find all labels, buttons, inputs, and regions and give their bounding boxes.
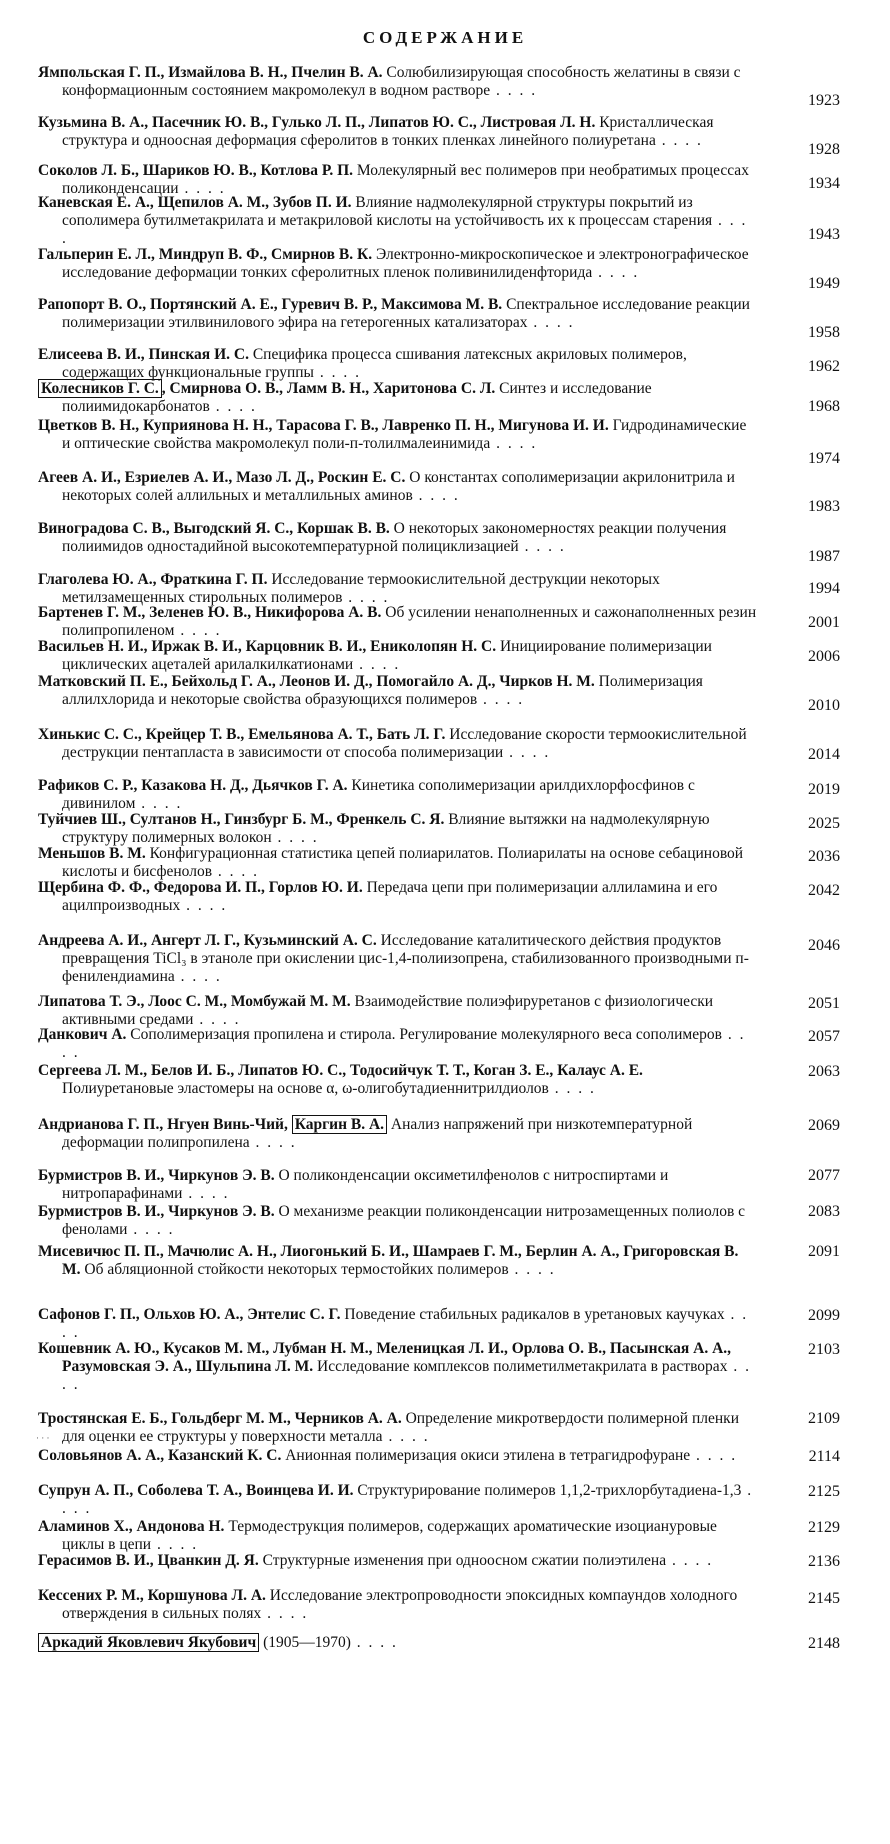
leader-dots: . . . . [212, 863, 260, 880]
toc-entry [38, 469, 757, 505]
leader-dots: . . . . [182, 1185, 230, 1202]
toc-entry [38, 673, 757, 709]
entry-title: Исследование электропроводности эпоксидных компаундов холодного отверждения в сильных полях [62, 1587, 738, 1622]
entry-page-number: 2129 [808, 1519, 840, 1536]
leader-dots: . . . . [249, 1134, 297, 1151]
entry-title: Полиуретановые эластомеры на основе α, ω-олигобутадиеннитрилдиолов [62, 1080, 549, 1097]
entry-page-number: 1987 [808, 548, 840, 565]
entry-page-number: 2014 [808, 746, 840, 763]
entry-authors: Елисеева В. И., Пинская И. С. [38, 346, 249, 363]
entry-authors: Васильев Н. И., Иржак В. И., Карцовник В. И., Ениколопян Н. С. [38, 638, 497, 655]
entry-page-number: 1949 [808, 275, 840, 292]
entry-title: Синтез и исследование полиимидокарбонатов [62, 380, 652, 415]
entry-authors: Сергеева Л. М., Белов И. Б., Липатов Ю. С., Тодосийчук Т. Т., Коган З. Е., Калаус А. Е. [38, 1062, 643, 1079]
entry-title: Поведение стабильных радикалов в уретановых каучуках [340, 1306, 725, 1323]
entry-page-number: 2099 [808, 1307, 840, 1324]
entry-title: О некоторых закономерностях реакции получения полиимидов одностадийной высокотемпературной полициклизацией [62, 520, 727, 555]
leader-dots: . . . . [135, 795, 183, 812]
entry-title: Структурные изменения при одноосном сжатии полиэтилена [258, 1552, 667, 1569]
entry-page-number: 2125 [808, 1483, 840, 1500]
entry-page-number: 1962 [808, 358, 840, 375]
entry-authors: Агеев А. И., Езриелев А. И., Мазо Л. Д., Роскин Е. С. [38, 469, 406, 486]
entry-page-number: 1974 [808, 450, 840, 467]
page-title: СОДЕРЖАНИЕ [362, 28, 528, 47]
leader-dots: . . . . [62, 1026, 746, 1061]
entry-page-number: 1928 [808, 141, 840, 158]
entry-authors: Андреева А. И., Ангерт Л. Г., Кузьминский А. С. [38, 932, 377, 949]
entry-title: Сополимеризация пропилена и стирола. Регулирование молекулярного веса сополимеров [126, 1026, 722, 1043]
entry-title: Анионная полимеризация окиси этилена в тетрагидрофуране [281, 1447, 691, 1464]
entry-boxed-author: Колесников Г. С. [38, 379, 162, 398]
entry-authors: Аламинов Х., Андонова Н. [38, 1518, 225, 1535]
entry-boxed-author: Каргин В. А. [292, 1115, 387, 1134]
entry-page-number: 1934 [808, 175, 840, 192]
toc-entry [38, 1482, 757, 1518]
toc-entry [38, 571, 757, 607]
toc-entry [38, 1062, 757, 1098]
entry-title: Структурирование полимеров 1,1,2-трихлорбутадиена-1,3 [353, 1482, 742, 1499]
leader-dots: . . . . [690, 1447, 738, 1464]
entry-authors: Данкович А. [38, 1026, 127, 1043]
leader-dots: . . . . [477, 691, 525, 708]
entry-page-number: 2025 [808, 815, 840, 832]
entry-title: Об усилении ненаполненных и сажонаполненных резин полипропиленом [62, 604, 757, 639]
leader-dots: . . . . [382, 1428, 430, 1445]
entry-page-number: 2091 [808, 1243, 840, 1260]
leader-dots: . . . . [527, 314, 575, 331]
leader-dots: . . . . [666, 1552, 714, 1569]
entry-title: Инициирование полимеризации циклических ацеталей арилалкилкатионами [62, 638, 712, 673]
toc-entry [38, 845, 757, 881]
leader-dots: . . . . [62, 1358, 751, 1393]
leader-dots: . . . . [261, 1605, 309, 1622]
entry-authors: Соловьянов А. А., Казанский К. С. [38, 1447, 282, 1464]
toc-entry [38, 811, 757, 847]
entry-authors: Бурмистров В. И., Чиркунов Э. В. [38, 1167, 275, 1184]
entry-page-number: 1943 [808, 226, 840, 243]
entry-page-number: 2114 [808, 1448, 840, 1465]
toc-entry [38, 417, 757, 453]
toc-entry [38, 1340, 757, 1394]
entry-title: О поликонденсации оксиметилфенолов с нитроспиртами и нитропарафинами [62, 1167, 669, 1202]
entry-page-number: 2010 [808, 697, 840, 714]
entry-authors: Туйчиев Ш., Султанов Н., Гинзбург Б. М., Френкель С. Я. [38, 811, 445, 828]
page-break-mark: · · · [36, 1433, 50, 1443]
toc-entry [38, 1410, 757, 1446]
toc-entry [38, 162, 757, 198]
entry-title: Полимеризация аллилхлорида и некоторые свойства образующихся полимеров [62, 673, 703, 708]
entry-coauthors: , Смирнова О. В., Ламм В. Н., Харитонова С. Л. [161, 380, 496, 397]
toc-entry [38, 1518, 757, 1554]
entry-page-number: 2042 [808, 882, 840, 899]
toc-entry [38, 1026, 757, 1062]
entry-page-number: 2069 [808, 1117, 840, 1134]
toc-entry [38, 1634, 757, 1652]
entry-page-number: 2148 [808, 1635, 840, 1652]
toc-entry [38, 1306, 757, 1342]
entry-page-number: 2077 [808, 1167, 840, 1184]
entry-title: Термодеструкция полимеров, содержащих ароматические изоциануровые циклы в цепи [62, 1518, 717, 1553]
entry-page-number: 2006 [808, 648, 840, 665]
toc-entry [38, 1203, 757, 1239]
toc-entry [38, 380, 757, 416]
leader-dots: . . . . [174, 622, 222, 639]
leader-dots: . . . . [353, 656, 401, 673]
entry-title: Солюбилизирующая способность желатины в связи с конформационным состоянием макромолекул в водном растворе [62, 64, 741, 99]
entry-authors: Глаголева Ю. А., Фраткина Г. П. [38, 571, 268, 588]
entry-page-number: 1958 [808, 324, 840, 341]
toc-entry [38, 726, 757, 762]
entry-title: Кинетика сополимеризации арилдихлорфосфинов с дивинилом [62, 777, 695, 812]
leader-dots: . . . . [342, 589, 390, 606]
entry-authors: Кошевник А. Ю., Кусаков М. М., Лубман Н. М., Меленицкая Л. И., Орлова О. В., Пасынская А. А., Разумовская Э. А., Шульпина Л. М. [38, 1340, 732, 1375]
entry-page-number: 2103 [808, 1341, 840, 1358]
toc-entry [38, 1116, 757, 1152]
entry-title: Специфика процесса сшивания латексных акриловых полимеров, содержащих функциональные группы [62, 346, 687, 381]
toc-entry [38, 879, 757, 915]
entry-authors: Ямпольская Г. П., Измайлова В. Н., Пчелин В. А. [38, 64, 383, 81]
entry-title: (1905—1970) [259, 1634, 351, 1651]
toc-entry [38, 993, 757, 1029]
toc-entry [38, 1587, 757, 1623]
leader-dots: . . . . [209, 398, 257, 415]
entry-authors: Герасимов В. И., Цванкин Д. Я. [38, 1552, 259, 1569]
entry-title: Спектральное исследование реакции полимеризации этилвинилового эфира на гетерогенных катализаторах [62, 296, 750, 331]
entry-page-number: 2145 [808, 1590, 840, 1607]
leader-dots: . . . . [412, 487, 460, 504]
toc-entry [38, 520, 757, 556]
leader-dots: . . . . [503, 744, 551, 761]
entry-title: Кристаллическая структура и одноосная деформация сферолитов в тонких пленках линейного полиуретана [62, 114, 714, 149]
entry-authors: Гальперин Е. Л., Миндруп В. Ф., Смирнов В. К. [38, 246, 373, 263]
leader-dots: . . . . [193, 1011, 241, 1028]
toc-entry [38, 777, 757, 813]
entry-authors: Цветков В. Н., Куприянова Н. Н., Тарасова Г. В., Лавренко П. Н., Мигунова И. И. [38, 417, 609, 434]
entry-title: Электронно-микроскопическое и электронографическое исследование деформации тонких сферолитных пленок поливинилиденфторида [62, 246, 749, 281]
entry-authors: Матковский П. Е., Бейхольд Г. А., Леонов И. Д., Помогайло А. Д., Чирков Н. М. [38, 673, 595, 690]
leader-dots: . . . . [490, 435, 538, 452]
entry-authors: Кессених Р. М., Коршунова Л. А. [38, 1587, 266, 1604]
entry-authors: Тростянская Е. Б., Гольдберг М. М., Черников А. А. [38, 1410, 402, 1427]
entry-authors: Каневская Е. А., Щепилов А. М., Зубов П. И. [38, 194, 352, 211]
entry-title: О механизме реакции поликонденсации нитрозамещенных полиолов с фенолами [62, 1203, 746, 1238]
leader-dots: . . . . [62, 1306, 749, 1341]
entry-title: Влияние надмолекулярной структуры покрытий из сополимера бутилметакрилата и метакриловой кислоты на устойчивость их к процессам старения [62, 194, 713, 229]
entry-page-number: 2051 [808, 995, 840, 1012]
toc-entry [38, 638, 757, 674]
toc-entry [38, 346, 757, 382]
entry-title: Исследование комплексов полиметилметакрилата в растворах [313, 1358, 728, 1375]
toc-entry [38, 1447, 757, 1465]
leader-dots: . . . . [178, 180, 226, 197]
leader-dots: . . . . [548, 1080, 596, 1097]
leader-dots: . . . . [592, 264, 640, 281]
toc-entry [38, 64, 757, 100]
entry-page-number: 2046 [808, 937, 840, 954]
leader-dots: . . . . [271, 829, 319, 846]
entry-authors: Хинькис С. С., Крейцер Т. В., Емельянова А. Т., Бать Л. Г. [38, 726, 446, 743]
entry-page-number: 2057 [808, 1028, 840, 1045]
entry-page-number: 1923 [808, 92, 840, 109]
leader-dots: . . . . [350, 1634, 398, 1651]
entry-authors: Виноградова С. В., Выгодский Я. С., Коршак В. В. [38, 520, 390, 537]
entry-title: Гидродинамические и оптические свойства макромолекул поли-п-толилмалеинимида [62, 417, 747, 452]
entry-title: Исследование термоокислительной деструкции некоторых метилзамещенных стирольных полимеров [62, 571, 660, 606]
entry-authors: Щербина Ф. Ф., Федорова И. П., Горлов Ю. И. [38, 879, 363, 896]
leader-dots: . . . . [174, 968, 222, 985]
leader-dots: . . . . [508, 1261, 556, 1278]
entry-title: О константах сополимеризации акрилонитрила и некоторых солей аллильных и металлильных аминов [62, 469, 735, 504]
entry-authors: Рапопорт В. О., Портянский А. Е., Гуревич В. Р., Максимова М. В. [38, 296, 503, 313]
leader-dots: . . . . [313, 364, 361, 381]
entry-authors: Андрианова Г. П., Нгуен Винь-Чий, [38, 1116, 288, 1133]
entry-authors: Супрун А. П., Соболева Т. А., Воинцева И. И. [38, 1482, 354, 1499]
toc-entry [38, 114, 757, 150]
entry-authors: Кузьмина В. А., Пасечник Ю. В., Гулько Л. П., Липатов Ю. С., Листровая Л. Н. [38, 114, 596, 131]
entry-title: Взаимодействие полиэфируретанов с физиологически активными средами [62, 993, 714, 1028]
entry-page-number: 1994 [808, 580, 840, 597]
toc-entry [38, 296, 757, 332]
entry-title: Определение микротвердости полимерной пленки для оценки ее структуры у поверхности металла [62, 1410, 740, 1445]
entry-authors: Меньшов В. М. [38, 845, 146, 862]
entry-title: Молекулярный вес полимеров при необратимых процессах поликонденсации [62, 162, 749, 197]
entry-page-number: 2109 [808, 1410, 840, 1427]
toc-entry [38, 1552, 757, 1570]
toc-entry [38, 1167, 757, 1203]
entry-title: Конфигурационная статистика цепей полиарилатов. Полиарилаты на основе себациновой кислоты и бисфенолов [62, 845, 744, 880]
entry-page-number: 2063 [808, 1063, 840, 1080]
entry-title: Передача цепи при полимеризации аллиламина и его ацилпроизводных [62, 879, 718, 914]
entry-page-number: 2083 [808, 1203, 840, 1220]
entry-title: Об абляционной стойкости некоторых термостойких полимеров [80, 1261, 509, 1278]
entry-authors: Соколов Л. Б., Шариков Ю. В., Котлова Р. П. [38, 162, 354, 179]
entry-authors: Рафиков С. Р., Казакова Н. Д., Дьячков Г. А. [38, 777, 348, 794]
entry-authors: Мисевичюс П. П., Мачюлис А. Н., Лиогонький Б. И., Шамраев Г. М., Берлин А. А., Григоровская В. М. [38, 1243, 739, 1278]
entry-page-number: 1983 [808, 498, 840, 515]
leader-dots: . . . . [655, 132, 703, 149]
toc-entry [38, 194, 757, 248]
leader-dots: . . . . [127, 1221, 175, 1238]
toc-entry [38, 932, 757, 986]
entry-page-number: 2001 [808, 614, 840, 631]
entry-page-number: 2136 [808, 1553, 840, 1570]
leader-dots: . . . . [518, 538, 566, 555]
entry-authors: Липатова Т. Э., Лоос С. М., Момбужай М. М. [38, 993, 351, 1010]
entry-page-number: 1968 [808, 398, 840, 415]
entry-page-number: 2019 [808, 781, 840, 798]
entry-title: Анализ напряжений при низкотемпературной деформации полипропилена [62, 1116, 693, 1151]
toc-entry [38, 246, 757, 282]
entry-title: Исследование каталитического действия продуктов превращения TiCl₃ в этаноле при окислении цис-1,4-полиизопрена, стабилизованного производными п-фенилендиамина [62, 932, 749, 985]
leader-dots: . . . . [151, 1536, 199, 1553]
entry-boxed-author: Аркадий Яковлевич Якубович [38, 1633, 259, 1652]
leader-dots: . . . . [62, 212, 748, 247]
entry-authors: Бурмистров В. И., Чиркунов Э. В. [38, 1203, 275, 1220]
entry-authors: Сафонов Г. П., Ольхов Ю. А., Энтелис С. Г. [38, 1306, 341, 1323]
entry-title: Влияние вытяжки на надмолекулярную структуру полимерных волокон [62, 811, 710, 846]
entry-authors: Бартенев Г. М., Зеленев Ю. В., Никифорова А. В. [38, 604, 382, 621]
leader-dots: . . . . [180, 897, 228, 914]
entry-title: Исследование скорости термоокислительной деструкции пентапласта в зависимости от способа полимеризации [62, 726, 747, 761]
toc-entry [38, 604, 757, 640]
toc-entry [38, 1243, 757, 1279]
leader-dots: . . . . [62, 1482, 754, 1517]
entry-page-number: 2036 [808, 848, 840, 865]
leader-dots: . . . . [490, 82, 538, 99]
